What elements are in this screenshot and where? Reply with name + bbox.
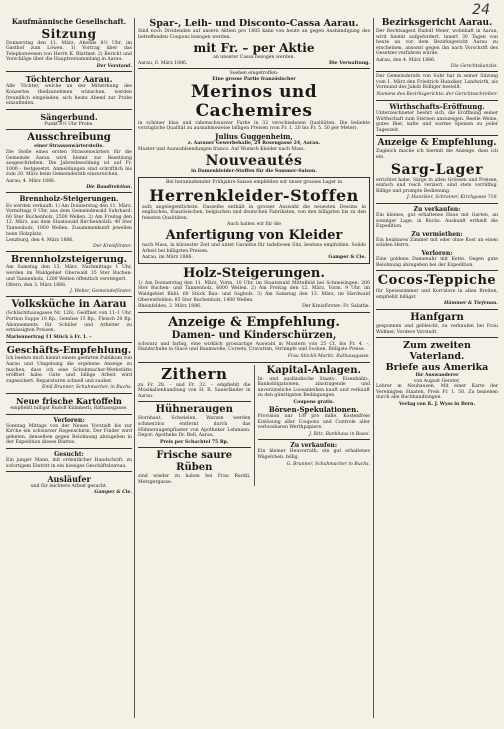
divider — [376, 270, 498, 271]
aktie-text: an unserer Cassa bezogen werden. — [213, 55, 295, 61]
partie-label: Eine grosse Partie französischer — [212, 76, 296, 82]
bezirk-heading: Bezirksgericht Aarau. — [381, 18, 493, 28]
herren-heading: Herrenkleider-Stoffen — [149, 185, 359, 205]
divider — [6, 471, 132, 472]
divider — [6, 109, 132, 110]
frische-heading: Frische saure Rüben — [156, 450, 233, 474]
briefe-author: von August Gerster, — [413, 378, 461, 384]
bezirk-date: Aarau, den 4. März 1886. — [376, 57, 436, 63]
geschaefts-signature: Emil Brunner, Schuhmacher, in Buchs. — [41, 385, 132, 391]
ausschreibung-heading: Ausschreibung — [27, 132, 111, 144]
geschaefts-text: Ich beehre mich hiemit einem geehrten Publikum von Aarau und Umgebung die ergebene Anzeige zu machen, dass ich eine Schuhmacher-Werkstätte eröffnet habe. Gute und billige Arbeit wird zugesichert. Reparaturen schnell und sauber. — [6, 356, 132, 384]
ausschreibung-text: Die Stelle eines ersten Strassenwärters für die Gemeinde Aarau wird hiemit zur Besetzung ausgeschrieben. Die Jahresbesoldung ist auf Fr. 1000.– festgesetzt. Anmeldungen sind schriftlich bis zum 20. März beim Gemeinderath einzureichen. — [6, 150, 132, 178]
divider — [376, 71, 498, 72]
brennholzsteigerung-date: Oltern, den 3. März 1886. — [6, 283, 67, 289]
divider — [6, 129, 132, 130]
gesucht-text: Ein junger Mann, mit ordentlicher Handschrift, zu sofortigem Eintritt in ein hiesiges Geschäftsbureau. — [6, 457, 132, 469]
kapital-text: In- und ausländische Staats-, Eisenbahn-, Bankobligationen, zinstragende und unverzinsliche Loosanleihen kauft und verkauft zu den günstigsten Bedingungen — [257, 376, 370, 399]
verkaufen3-heading: Zu verkaufen: — [413, 205, 461, 213]
volkskueche-price: Mariennertrag 11 Stück à Fr. 1. – — [6, 334, 92, 340]
spar-signature: Die Verwaltung. — [328, 60, 370, 66]
verkaufen-signature: G. Brunner, Schuhmacher in Buchs. — [286, 461, 370, 467]
divider — [6, 296, 132, 297]
gesucht-heading: Gesucht: — [54, 450, 84, 458]
nouveautes-heading: Nouveautés — [205, 153, 303, 170]
anzeige2-text: Zugleich mache ich hiermit die Anzeige, dass ich ein — [376, 149, 498, 160]
huehner-price: Preis per Schachtel 75 Rp. — [160, 439, 229, 445]
spar-date: Aarau, 6. März 1886. — [138, 60, 188, 66]
saengerbund-text: Punkt 8½ Uhr Probe. — [44, 121, 94, 127]
briefe-text: Lehrer in Neuhausen. Mit einer Karte der Vereinigten Staaten. Preis Fr. 1. 50. Zu beziehen durch alle Buchhandlungen. — [376, 384, 498, 401]
spar-heading: Spar-, Leih- und Disconto-Cassa Aarau. — [149, 18, 359, 29]
cocos-heading: Cocos-Teppiche — [377, 273, 497, 289]
soeben-label: Soeben eingetroffen: — [229, 71, 279, 77]
verloren3-heading: Verloren: — [421, 249, 453, 257]
column-left — [6, 18, 132, 726]
anzeige-text: schwarz und farbig, eine wirklich grossartige Auswahl in Mustern von 25 Ct. bis Fr. 4. –, Handschuhe in Glacé und Baumwolle, Corsets, Cravatten, Strümpfe und Socken. Billigste Preise. — [138, 341, 370, 353]
huehner-text: Hornhaut, Schwielen, Warzen werden schmerzlos entfernt durch das Hühneraugenpflaster von Apotheker Lehmann. Depot: Apotheke Dr. Bell, Aarau. — [138, 416, 251, 439]
nb-text: Muster und Auswahlsendungen franco. Auf Wunsch Kleider nach Mass. — [138, 146, 305, 152]
holz-footer — [138, 304, 370, 310]
cocos-signature: Hämmer & Tiefenau. — [444, 301, 498, 307]
anzeige-signature: Frau Stöckli-Maritz, Rathausgasse. — [287, 353, 370, 359]
anfertigung-intro: Auch halten wir für die — [227, 222, 281, 228]
auslaeufer-signature: Gamper & Cie. — [94, 489, 132, 495]
gemeinde-text: Der Gemeinderath von Suhr hat in seiner Sitzung vom 1. März den Friedrich Hunziker, Landwirth, als Vormund des Jakob Bolliger bestellt. — [376, 74, 498, 91]
bezirk-signature: Die Gerichtskanzlei. — [450, 63, 498, 69]
cocos-text: für Speisezimmer und Korridore in allen Breiten, empfiehlt billigst — [376, 289, 498, 300]
divider — [376, 309, 498, 310]
zithern-heading: Zithern — [161, 364, 228, 383]
bottom-left — [138, 365, 251, 487]
divider — [376, 100, 498, 101]
kaufm-heading: Kaufmännische Gesellschaft. — [11, 18, 127, 26]
bottom-right — [254, 365, 371, 487]
herren-footer — [142, 255, 366, 261]
herren-date: Aarau, im März 1886. — [142, 255, 193, 261]
auslaeufer-heading: Ausläufer — [47, 474, 91, 485]
divider — [6, 71, 132, 72]
brennholz-signature: Der Kreisförster. — [93, 243, 132, 249]
toechterchor-text: Alle Töchter, welche an der Mitwirkung des Konzertes theilzunehmen wünschen, werden freundlich eingeladen, sich heute Abend zur Probe einzufinden. — [6, 84, 132, 107]
toechterchor-heading: Töchterchor Aarau. — [25, 74, 113, 85]
divider — [6, 192, 132, 193]
zweiten-heading: Zum zweiten Vaterland. — [403, 340, 471, 363]
sitzung-text: Donnerstag den 11. März, Abends 8½ Uhr, im Gasthof zum Löwen. 1) Vortrag über das Telephonwesen von Herrn K. Blattner. 2) Bericht und Vorschläge über die Hauptversammlung in Aarau. — [6, 40, 132, 63]
verloren3-text: Eine goldene Damenuhr mit Kette. Gegen gute Belohnung abzugeben bei der Expedition. — [376, 256, 498, 268]
verloren-text: Sonntag Mittags von der Neuen Vorstadt bis zur Kirche ein schwarzer Regenschirm. Der Finder wird gebeten, denselben gegen Belohnung abzugeben in der Expedition dieses Blattes. — [6, 423, 132, 446]
brennholz-text: Es werden verkauft: 1) Am Donnerstag den 11. März, Vormittags 9 Uhr, aus dem Gemeindewald Suhrhard: 60 Ster Buchenholz, 2500 Wellen. 2) Am Freitag den 12. März, aus dem Staatswald Birchenhölzli: 40 Ster Tannenholz, 1800 Wellen. Zusammenkunft jeweilen beim Holzplatz. — [6, 203, 132, 237]
wirtschaft-heading: Wirthschafts-Eröffnung. — [389, 101, 485, 111]
boersen-text: Provision nur 1/8 pro mille. Kostenfreie Einlösung aller Coupons und Controle aller verloosbaren Werthpapiere. — [257, 414, 370, 431]
holz-signature: Der Kreisförster: Fr. Salathe. — [302, 304, 370, 310]
holz-heading: Holz-Steigerungen. — [183, 265, 325, 281]
herren-box — [138, 177, 370, 264]
holz-text: 1) Am Donnerstag den 11. März, Vorm. 10 Uhr, im Staatswald Mittelfeld bei Schneisingen: 200 Ster Buchen- und Tannenholz, 6000 Wellen. 2) Am Freitag den 12. März, Vorm. 9 Uhr, im Waldgebiet Bühl: 60 Stück Bau- und Sagholz. 3) Am Samstag den 13. März, im Hardwald Oberentfelden: 85 Ster Buchenholz, 1400 Wellen. — [138, 280, 370, 303]
saengerbund-heading: Sängerbund. — [40, 111, 98, 122]
anfertigung-heading: Anfertigung von Kleider — [165, 228, 343, 243]
anfertigung-text: nach Mass, in kürzester Zeit und unter Garantie für tadellosen Sitz, bestens empfohlen. Solide Arbeit bei billigsten Preisen. — [142, 243, 366, 254]
bezirk-text: Der Rechtsagent Rudolf Meier, wohnhaft in Aarau, wird hiemit aufgefordert, innert 30 Tagen von heute an vor dem Bezirksgericht Aarau zu erscheinen, ansonst gegen ihn nach Vorschrift des Gesetzes verfahren würde. — [376, 29, 498, 57]
brennholzsteigerung-text: Am Samstag den 13. März, Nachmittags 1 Uhr, werden im Waldgebiet Oberwald 35 Ster Buchen- und Tannenholz, 1200 Wellen öffentlich versteigert. — [6, 265, 132, 282]
herren-text: aufs angelegentlichste. Dasselbe enthält in grosser Auswahl die neuesten Dessins in englischen, französischen, belgischen und deutschen Fabrikaten, von den billigsten bis zu den feinsten Qualitäten. — [142, 204, 366, 221]
divider — [138, 68, 370, 69]
brennholz-heading: Brennholz-Steigerungen. — [19, 194, 119, 204]
divider — [6, 414, 132, 415]
anzeige-subheading: Damen- und Kinderschürzen, — [171, 329, 337, 341]
page-number: 24 — [472, 2, 490, 18]
volkskueche-text: (Schlachthausgasse Nr. 126). Geöffnet von 11–1 Uhr. Portion Suppe 10 Rp., Gemüse 15 Rp., Fleisch 20 Rp. Abonnements für Schüler und Arbeiter zu ermässigten Preisen. — [6, 311, 132, 334]
divider — [138, 312, 370, 313]
herren-signature: Gamper & Cie. — [328, 255, 366, 261]
auslaeufer-text: und für leichtere Arbeit gesucht. — [30, 484, 108, 490]
divider — [376, 337, 498, 338]
bezirk2-signature: Namens des Bezirksgerichts: der Gerichtsschreiber. — [376, 91, 498, 97]
divider — [138, 447, 251, 448]
boersen-heading: Börsen-Spekulationen. — [268, 404, 359, 414]
ausschreibung-subheading: einer Strassenwärterstelle. — [34, 144, 104, 150]
geschaefts-heading: Geschäfts-Empfehlung. — [6, 345, 132, 357]
divider — [376, 203, 498, 204]
ausschreibung-date: Aarau, 4. März 1886. — [6, 179, 56, 184]
brennholz-date: Lenzburg, den 4. März 1886. — [6, 238, 74, 244]
sitzung-signature: Der Vorstand. — [96, 63, 132, 69]
anzeige-heading: Anzeige & Empfehlung. — [168, 314, 340, 330]
briefe-heading: Briefe aus Amerika — [385, 362, 489, 374]
divider — [376, 135, 498, 136]
spar-footer — [138, 61, 370, 67]
vermieten-text: Ein heizbares Zimmer mit oder ohne Kost an einen soliden Herrn. — [376, 237, 498, 249]
divider — [6, 251, 132, 252]
sarg-text: errichtet habe. Särge in allen Grössen und Preisen, einfach und reich verziert, sind stets vorräthig. Billige und prompte Bedienung. — [376, 177, 498, 194]
divider — [138, 401, 251, 402]
hanfgarn-heading: Hanfgarn — [410, 311, 464, 323]
divider — [6, 393, 132, 394]
guggenheim-address: z. Aarauer Gewerbehalle, 24 Rosengasse 24, Aarau. — [187, 141, 321, 147]
zithern-text: zu Fr. 28. – und Fr. 32. – empfiehlt die Musikalienhandlung von H. R. Sauerländer in Aarau. — [138, 382, 251, 399]
kartoffeln-heading: Neue frische Kartoffeln — [16, 395, 122, 406]
divider — [6, 448, 132, 449]
nouveautes-subheading: in Damenkleider-Stoffen für die Sommer-Saison. — [191, 169, 317, 175]
brennholzsteigerung-signature: J. Weber, Gemeindeförster. — [69, 288, 132, 294]
merinos-heading: Merinos und Cachemires — [190, 81, 318, 121]
column-right — [376, 18, 498, 726]
sarg-heading: Sarg-Lager — [390, 161, 484, 178]
herren-intro: Bei herannahender Frühjahrs-Saison empfehlen wir unser grosses Lager in — [165, 180, 343, 186]
column-divider — [373, 18, 374, 718]
divider — [258, 439, 371, 440]
bottom-split — [138, 365, 370, 487]
column-divider — [134, 18, 135, 718]
sarg-signature: J. Hunziker, Schreiner, Kirchgasse 716. — [406, 195, 498, 201]
verkaufen3-text: Ein kleines, gut erhaltenes Haus mit Garten, an sonniger Lage, in Buchs. Auskunft ertheilt die Expedition. — [376, 212, 498, 230]
kapital-heading: Kapital-Anlagen. — [266, 364, 361, 376]
vermieten-heading: Zu vermiethen: — [411, 230, 463, 238]
verkaufen-heading: Zu verkaufen: — [290, 442, 338, 450]
merinos-text: in schöner blau und rabenschwarzer Farbe in 32 verschiedenen Qualitäten. Die beliebte vorzügliche Qualität zu ausnahmsweise billigen Preisen (von Fr. 1. 20 bis Fr. 5. 50 per Meter). — [138, 120, 370, 132]
guggenheim-name: Julius Guggenheim, — [215, 131, 293, 141]
verloren-heading: Verloren: — [53, 416, 85, 424]
spar-text: Sind noch Dividenden auf unsern Aktien pro 1885 kann von heute an gegen Aushändigung des betreffenden Coupons bezogen werden. — [138, 29, 370, 40]
divider — [138, 362, 370, 363]
huehner-heading: Hühneraugen — [155, 404, 233, 416]
briefe-subheading: für Auswanderer — [415, 373, 459, 379]
wirtschaft-text: Unterzeichneter beehrt sich, die Eröffnung seiner Wirthschaft zum Sternen anzuzeigen. Reelle Weine, gutes Bier, kalte und warme Speisen zu jeder Tageszeit. — [376, 111, 498, 133]
boersen-signature: J. Ritz, Bankhaus in Basel. — [309, 431, 370, 437]
anzeige2-heading: Anzeige & Empfehlung. — [377, 138, 497, 149]
volkskueche-heading: Volksküche in Aarau — [11, 299, 127, 311]
kartoffeln-text: empfiehlt billigst Rudolf Kümmerli, Rathausgasse. — [10, 405, 128, 411]
holz-date: Rheinfelden, 2. März 1886. — [138, 304, 202, 310]
frische-text: sind wieder zu haben bei Frau Ruckli, Metzgergasse. — [138, 474, 251, 485]
aktie-heading: mit Fr. – per Aktie — [193, 41, 315, 56]
briefe-publisher: Verlag von K. J. Wyss in Bern. — [398, 402, 476, 408]
verkaufen-text: Ein kleiner Heuvorrath, ein gut erhaltenes Wägelchen, billig. — [257, 449, 370, 460]
divider — [6, 342, 132, 343]
sitzung-heading: Sitzung — [41, 26, 97, 41]
ausschreibung-signature: Die Baudirektion. — [86, 184, 132, 190]
brennholzsteigerung-heading: Brennholzsteigerung. — [11, 254, 127, 266]
coupons-label: Coupons gratis. — [293, 399, 335, 405]
column-middle — [138, 18, 370, 726]
hanfgarn-text: gesponnen und gebleicht, zu verkaufen bei Frau Widmer, Vordere Vorstadt. — [376, 323, 498, 335]
